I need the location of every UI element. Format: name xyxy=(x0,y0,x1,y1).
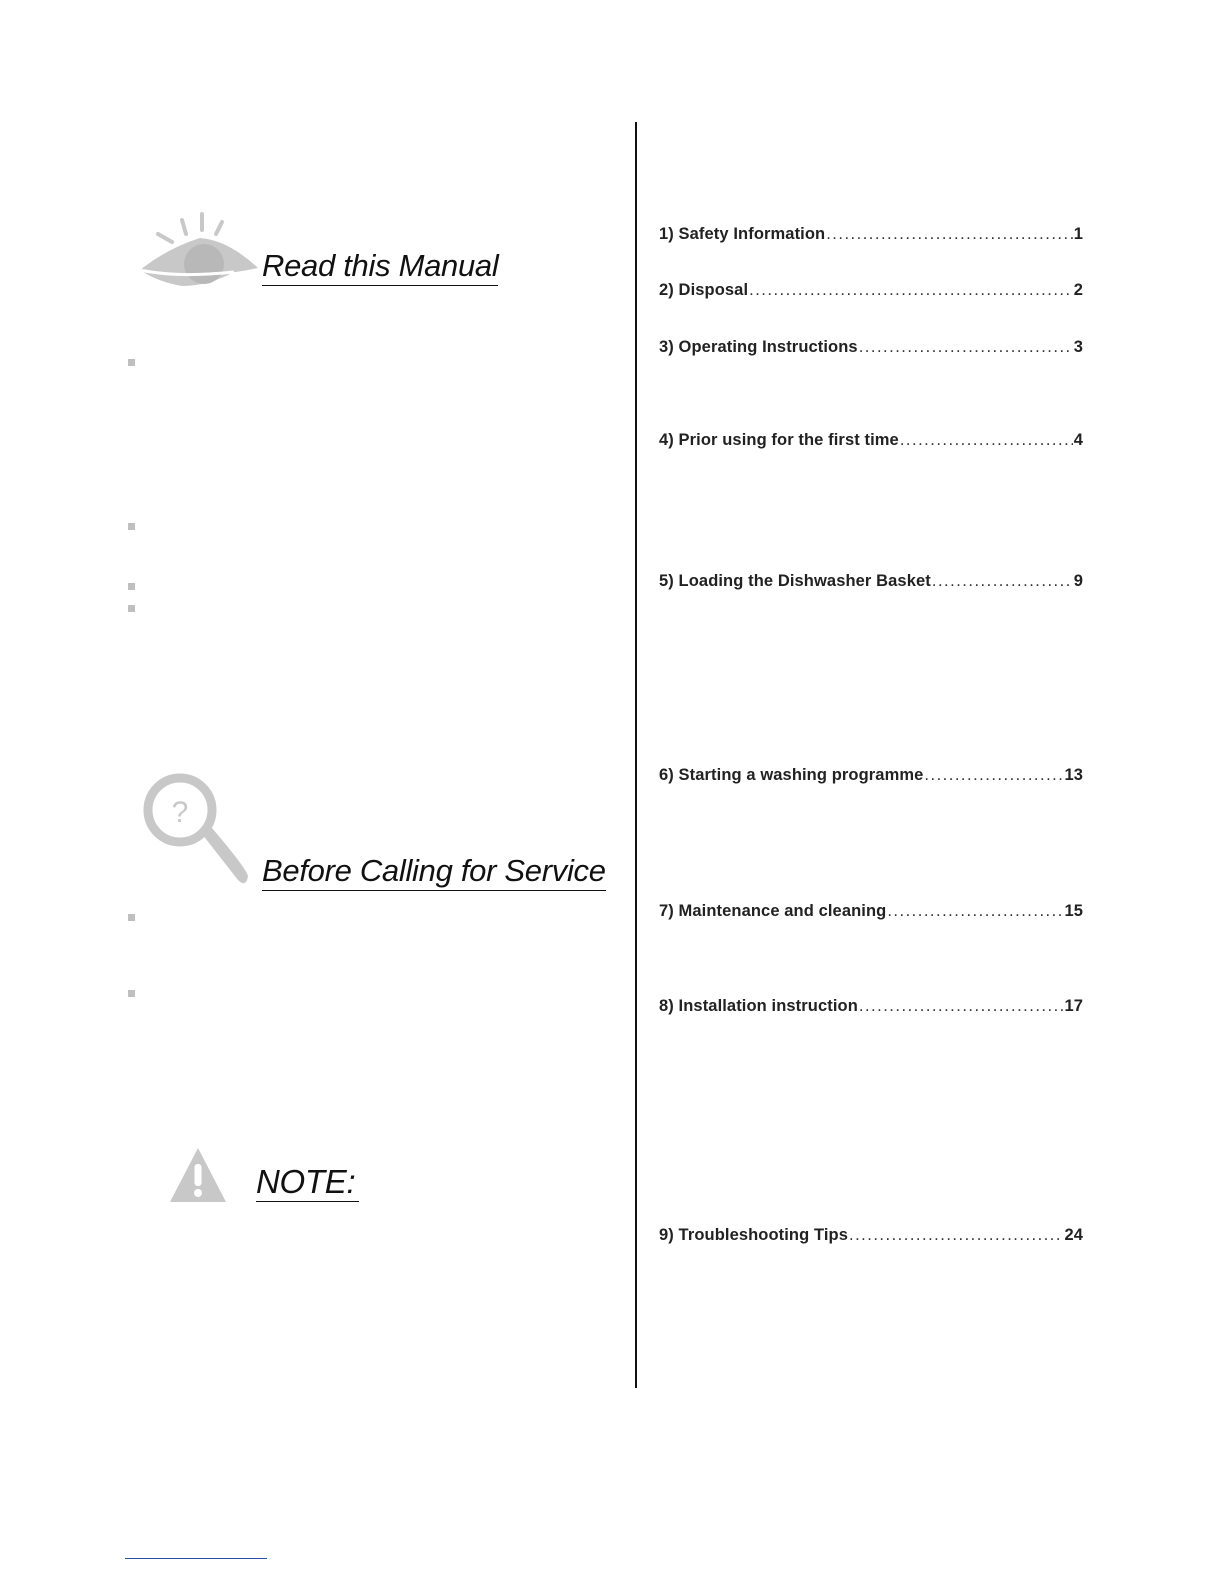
warning-triangle-icon xyxy=(168,1146,228,1204)
toc-page-number: 24 xyxy=(1064,1226,1083,1244)
dot-leader xyxy=(859,996,1064,1016)
toc-entry-disposal[interactable] xyxy=(659,280,1083,300)
toc-title: 9) Troubleshooting Tips xyxy=(659,1226,848,1244)
toc-title: 1) Safety Information xyxy=(659,225,826,243)
toc-page-number: 17 xyxy=(1064,997,1083,1015)
eye-icon xyxy=(138,212,260,292)
bullet-marker xyxy=(128,359,135,366)
toc-page-number: 1 xyxy=(1073,225,1083,243)
toc-entry-loading-basket[interactable] xyxy=(659,571,1083,591)
toc-title: 7) Maintenance and cleaning xyxy=(659,902,887,920)
read-manual-heading: Read this Manual xyxy=(262,248,498,286)
toc-page-number: 4 xyxy=(1073,431,1083,449)
before-service-heading: Before Calling for Service xyxy=(262,853,606,891)
bullet-marker xyxy=(128,605,135,612)
toc-title: 4) Prior using for the first time xyxy=(659,431,899,449)
toc-page-number: 2 xyxy=(1073,281,1083,299)
dot-leader xyxy=(924,765,1063,785)
toc-title: 6) Starting a washing programme xyxy=(659,766,924,784)
dot-leader xyxy=(849,1225,1063,1245)
dot-leader xyxy=(900,430,1073,450)
toc-entry-troubleshooting[interactable] xyxy=(659,1225,1083,1245)
dot-leader xyxy=(826,224,1073,244)
toc-title: 2) Disposal xyxy=(659,281,749,299)
toc-entry-operating-instructions[interactable] xyxy=(659,337,1083,357)
toc-entry-maintenance[interactable] xyxy=(659,901,1083,921)
toc-entry-prior-using[interactable] xyxy=(659,430,1083,450)
toc-page-number: 3 xyxy=(1073,338,1083,356)
magnifier-question-icon xyxy=(140,772,252,890)
toc-title: 5) Loading the Dishwasher Basket xyxy=(659,572,931,590)
dot-leader xyxy=(749,280,1073,300)
toc-page-number: 13 xyxy=(1064,766,1083,784)
column-divider xyxy=(635,122,637,1388)
bullet-marker xyxy=(128,914,135,921)
bullet-marker xyxy=(128,990,135,997)
footnote-rule xyxy=(125,1558,267,1559)
svg-text:?: ? xyxy=(171,796,189,829)
dot-leader xyxy=(887,901,1063,921)
bullet-marker xyxy=(128,523,135,530)
toc-page-number: 9 xyxy=(1073,572,1083,590)
dot-leader xyxy=(932,571,1073,591)
toc-entry-starting-programme[interactable] xyxy=(659,765,1083,785)
bullet-marker xyxy=(128,583,135,590)
toc-title: 3) Operating Instructions xyxy=(659,338,858,356)
toc-title: 8) Installation instruction xyxy=(659,997,858,1015)
toc-entry-safety-information[interactable] xyxy=(659,224,1083,244)
toc-page-number: 15 xyxy=(1064,902,1083,920)
toc-entry-installation[interactable] xyxy=(659,996,1083,1016)
note-heading: NOTE: xyxy=(256,1164,359,1202)
dot-leader xyxy=(859,337,1073,357)
